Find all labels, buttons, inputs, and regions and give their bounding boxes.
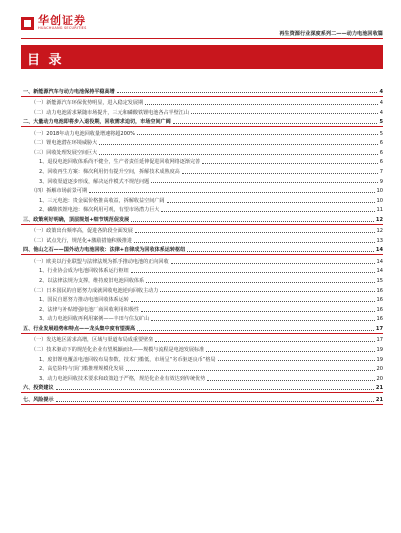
toc-entry-label: 四、他山之石——国外动力电池回收：法律+自律成为回收体系运转枢纽 — [23, 247, 186, 254]
toc-entry-label: （一）政策出台频率高，促进各阶段全面发展 — [21, 228, 134, 234]
toc-entry-label: （二）动力电池需求紧随市场提升，三元和磷酸铁锂电池各占半壁江山 — [21, 110, 190, 116]
toc-entry[interactable] — [21, 303, 383, 313]
toc-entry-page: 5 — [379, 119, 383, 126]
toc-leader-dots — [155, 341, 374, 342]
toc-entry[interactable] — [21, 213, 383, 223]
toc-entry-page: 6 — [379, 159, 383, 166]
toc-entry-label: 3、动力电池回收技术要求和政策趋于严格，规范化企业有效达到传统优势 — [21, 376, 206, 382]
toc-entry-label: 七、风险提示 — [23, 396, 54, 403]
toc-entry[interactable] — [21, 106, 383, 116]
toc-leader-dots — [56, 401, 374, 402]
toc-leader-dots — [207, 380, 374, 381]
toc-entry-page: 4 — [379, 88, 383, 95]
toc-entry-label: 1、退役电池回收体系尚不健全，生产者责任延伸促进回收网络逐渐完善 — [21, 159, 201, 165]
toc-entry[interactable] — [21, 382, 383, 392]
toc-leader-dots — [56, 389, 374, 390]
toc-entry-page: 20 — [376, 366, 383, 373]
toc-leader-dots — [145, 104, 378, 105]
toc-entry-label: 1、废旧锂电覆盖电池回收布局参数、技术门槛低，市场呈“劣币驱逐良币”格局 — [21, 357, 217, 363]
toc-entry-label: 2、磷酸铁锂电池：梯次利用可观，有望市场潜力巨大 — [21, 207, 160, 213]
toc-leader-dots — [99, 154, 378, 155]
toc-entry[interactable] — [21, 343, 383, 353]
toc-leader-dots — [167, 202, 375, 203]
toc-entry-page: 16 — [376, 297, 383, 304]
toc-leader-dots — [131, 221, 374, 222]
toc-entry-page: 17 — [375, 326, 383, 333]
toc-entry-label: 3、动力电池回收再利用案例——丰田与住友矿山 — [21, 316, 150, 322]
toc-entry-page: 19 — [376, 356, 383, 363]
toc-entry-label: 一、新能源汽车与动力电池保持平稳高增 — [23, 88, 115, 95]
toc-entry[interactable] — [21, 334, 383, 344]
toc-leader-dots — [161, 211, 374, 212]
toc-entry-page: 13 — [376, 237, 383, 244]
toc-entry-page: 21 — [375, 396, 383, 403]
toc-entry-page: 6 — [379, 149, 383, 156]
toc-entry-label: 2、高危险特与顶门槛推理规模化发展 — [21, 366, 125, 372]
toc-leader-dots — [99, 144, 378, 145]
toc-leader-dots — [131, 301, 375, 302]
toc-entry[interactable] — [21, 165, 383, 175]
report-series-title: 再生资源行业深度系列二——动力电池回收篇 — [279, 31, 383, 37]
toc-entry[interactable] — [21, 85, 383, 95]
logo-chinese-name: 华创证券 — [38, 14, 86, 27]
toc-entry[interactable] — [21, 294, 383, 304]
toc-entry-label: （二）锂电池潜在环境威胁大 — [21, 140, 98, 146]
toc-entry-page: 14 — [376, 258, 383, 265]
toc-entry-label: （一）2018年动力电池回收量增速将超200% — [21, 131, 136, 137]
toc-entry[interactable] — [21, 175, 383, 185]
toc-leader-dots — [89, 192, 374, 193]
toc-entry[interactable] — [21, 234, 383, 244]
logo-english-name: HUACHUANG SECURITIES — [38, 26, 87, 30]
toc-entry-page: 14 — [375, 247, 383, 254]
toc-leader-dots — [134, 242, 374, 243]
toc-leader-dots — [171, 263, 375, 264]
section-divider — [21, 404, 383, 405]
toc-entry-page: 12 — [376, 228, 383, 235]
toc-entry-page: 16 — [376, 316, 383, 323]
toc-entry-label: 六、投资建议 — [23, 385, 54, 392]
toc-leader-dots — [146, 282, 374, 283]
toc-entry-label: 2、法律与补贴增强电池厂商回收利用积极性 — [21, 307, 140, 313]
toc-entry[interactable] — [21, 244, 383, 254]
toc-entry-page: 12 — [375, 216, 383, 223]
toc-entry-label: 2、以法律法规为支撑，维持废旧电池回收体系 — [21, 278, 145, 284]
toc-entry-label: 二、大量动力电池即将步入退役期，回收需求迫切，市场空间广阔 — [23, 119, 171, 126]
toc-entry-label: （二）日本国民的自愿努力成就回收电池逆向回收主动力 — [21, 288, 159, 294]
header-divider — [21, 38, 383, 39]
toc-entry-label: （一）新能源汽车环保优势明显，进入稳定发展期 — [21, 100, 144, 106]
toc-leader-dots — [117, 92, 378, 93]
toc-entry-page: 14 — [376, 268, 383, 275]
toc-entry-page: 9 — [379, 178, 383, 185]
toc-entry-page: 16 — [376, 306, 383, 313]
toc-entry-page: 17 — [376, 337, 383, 344]
toc-entry-page: 10 — [376, 188, 383, 195]
toc-leader-dots — [218, 360, 375, 361]
toc-leader-dots — [137, 330, 374, 331]
company-logo — [21, 15, 87, 31]
toc-entry[interactable] — [21, 146, 383, 156]
toc-entry[interactable] — [21, 274, 383, 284]
toc-entry-page: 16 — [376, 287, 383, 294]
toc-entry-page: 20 — [376, 375, 383, 382]
toc-leader-dots — [173, 123, 378, 124]
toc-entry[interactable] — [21, 284, 383, 294]
toc-entry[interactable] — [21, 116, 383, 126]
toc-leader-dots — [202, 163, 378, 164]
toc-leader-dots — [126, 370, 375, 371]
toc-entry[interactable] — [21, 156, 383, 166]
toc-entry-page: 7 — [379, 168, 383, 175]
toc-leader-dots — [137, 134, 378, 135]
toc-entry[interactable] — [21, 185, 383, 195]
toc-leader-dots — [182, 173, 378, 174]
toc-leader-dots — [191, 113, 378, 114]
toc-leader-dots — [160, 291, 374, 292]
toc-entry[interactable] — [21, 353, 383, 363]
toc-entry[interactable] — [21, 265, 383, 275]
toc-entry-page: 21 — [375, 385, 383, 392]
toc-entry-label: 五、行业发展趋势和特点——龙头集中度有望提高 — [23, 326, 136, 333]
toc-entry-label: 1、国民自愿努力推动电池回收体系运转 — [21, 297, 130, 303]
toc-entry[interactable] — [21, 255, 383, 265]
toc-entry[interactable] — [21, 372, 383, 382]
toc-entry-page: 4 — [379, 99, 383, 106]
toc-leader-dots — [151, 320, 374, 321]
logo-mark-icon — [21, 17, 34, 30]
toc-entry-label: 3、回收渠道逐步形成，解决运作模式不规范问题 — [21, 179, 150, 185]
toc-entry-label: 三、政策利好明确，顶层规划+细节规范促发展 — [23, 216, 130, 223]
toc-entry[interactable] — [21, 225, 383, 235]
toc-entry-page: 5 — [379, 130, 383, 137]
toc-entry-page: 15 — [376, 278, 383, 285]
toc-entry-page: 4 — [379, 109, 383, 116]
table-of-contents — [21, 85, 383, 405]
toc-entry-label: （三）回收处理发展空间巨大 — [21, 150, 98, 156]
toc-leader-dots — [135, 232, 375, 233]
toc-entry-label: （一）发达地区需求高增，区域与渠道布局成重要壁垒 — [21, 337, 154, 343]
toc-leader-dots — [141, 311, 374, 312]
toc-leader-dots — [151, 182, 378, 183]
toc-entry-page: 19 — [376, 347, 383, 354]
toc-entry-label: 2、回收再生方案：梯次利用仍有提升空间，拆解技术成熟度高 — [21, 169, 181, 175]
toc-leader-dots — [131, 272, 375, 273]
toc-entry-page: 6 — [379, 140, 383, 147]
toc-title-bar — [21, 45, 383, 69]
toc-entry[interactable] — [21, 393, 383, 403]
toc-entry-page: 11 — [376, 207, 383, 214]
toc-entry-label: （四）拆解市场前景可期 — [21, 188, 88, 194]
toc-title: 目 录 — [27, 53, 64, 68]
toc-entry[interactable] — [21, 194, 383, 204]
toc-entry-label: （一）欧美以行业联盟与法律法规为抓手推动电池的正向回收 — [21, 259, 170, 265]
toc-leader-dots — [206, 351, 374, 352]
toc-entry[interactable] — [21, 127, 383, 137]
toc-entry[interactable] — [21, 204, 383, 214]
toc-entry[interactable] — [21, 137, 383, 147]
toc-entry[interactable] — [21, 363, 383, 373]
toc-entry-label: （二）技术驱动下的规范化企业有望脱颖而出——规模与流程是电池发展标准 — [21, 347, 205, 353]
toc-entry[interactable] — [21, 313, 383, 323]
toc-entry-label: （二）试点先行，规范化+激励措施积极推进 — [21, 238, 133, 244]
toc-leader-dots — [187, 251, 374, 252]
toc-entry[interactable] — [21, 96, 383, 106]
toc-entry-label: 1、行业协会成为电池回收体系运行枢纽 — [21, 268, 130, 274]
toc-entry-page: 10 — [376, 197, 383, 204]
toc-entry[interactable] — [21, 322, 383, 332]
toc-entry-label: 1、三元电池：贵金属价格推高收益，拆解收益空间广阔 — [21, 198, 166, 204]
